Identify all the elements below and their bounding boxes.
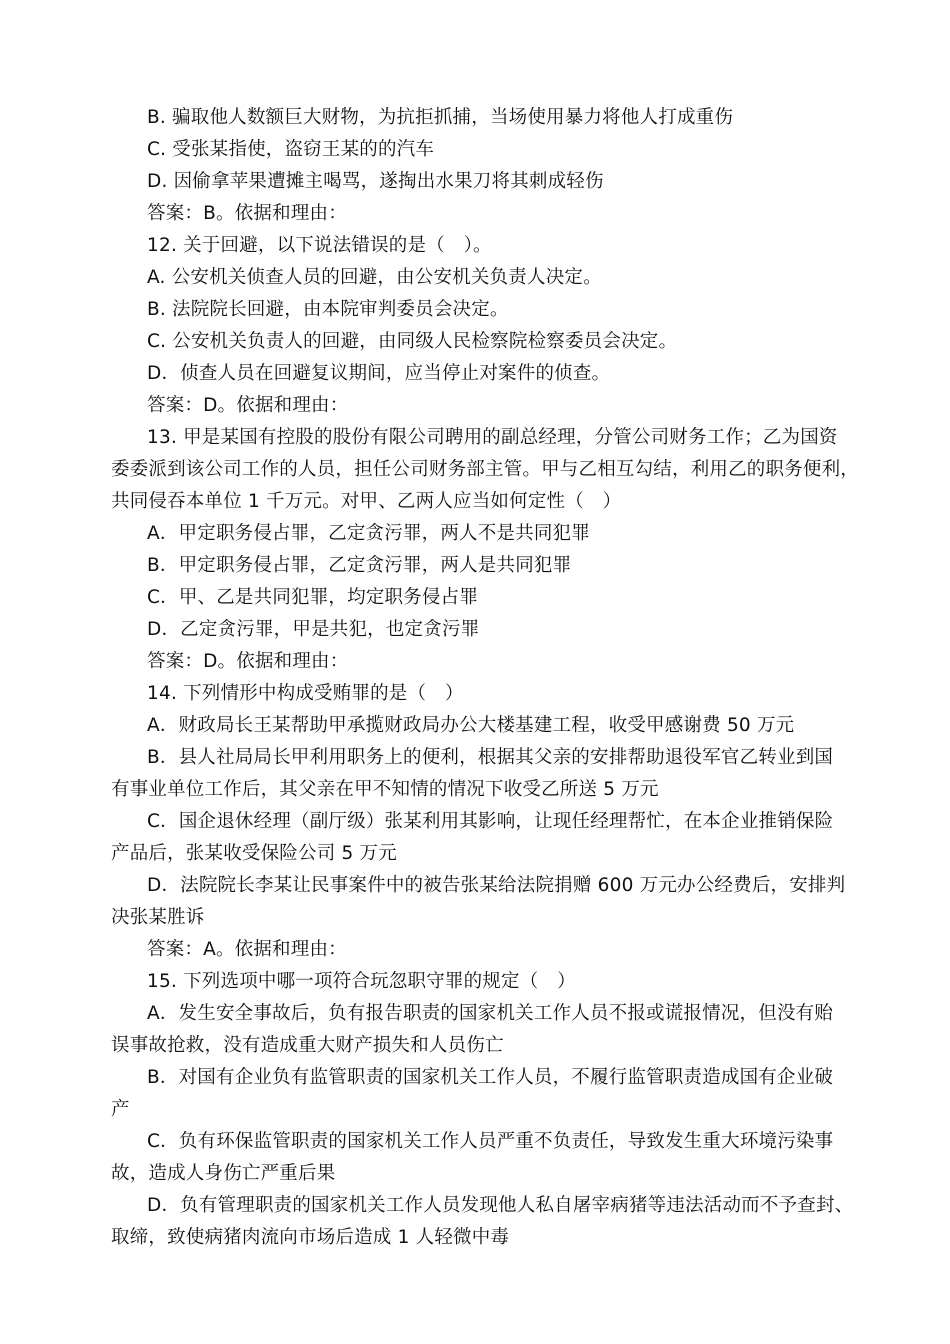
option-d-cont: 取缔，致使病猪肉流向市场后造成 1 人轻微中毒 — [111, 1227, 510, 1248]
option-c-line: C．国企退休经理（副厅级）张某利用其影响，让现任经理帮忙，在本企业推销保险 — [147, 811, 834, 832]
question-15: 15. 下列选项中哪一项符合玩忽职守罪的规定（ ） — [147, 971, 576, 992]
option-d-line: D. 因偷拿苹果遭摊主喝骂，遂掏出水果刀将其刺成轻伤 — [147, 171, 604, 192]
option-b-cont: 产 — [111, 1099, 130, 1120]
option-d-line: D．法院院长李某让民事案件中的被告张某给法院捐赠 600 万元办公经费后，安排判 — [147, 875, 846, 896]
question-14: 14. 下列情形中构成受贿罪的是（ ） — [147, 683, 464, 704]
option-d-line: D．乙定贪污罪，甲是共犯，也定贪污罪 — [147, 619, 480, 640]
option-d-cont: 决张某胜诉 — [111, 907, 205, 928]
option-c-cont: 产品后，张某收受保险公司 5 万元 — [111, 843, 397, 864]
option-c-line: C. 公安机关负责人的回避，由同级人民检察院检察委员会决定。 — [147, 331, 678, 352]
option-a-line: A．发生安全事故后，负有报告职责的国家机关工作人员不报或谎报情况，但没有贻 — [147, 1003, 834, 1024]
option-a-line: A．财政局长王某帮助甲承揽财政局办公大楼基建工程，收受甲感谢费 50 万元 — [147, 715, 795, 736]
option-c-line: C．负有环保监管职责的国家机关工作人员严重不负责任，导致发生重大环境污染事 — [147, 1131, 834, 1152]
question-12: 12. 关于回避，以下说法错误的是（ ）。 — [147, 235, 492, 256]
option-c-cont: 故，造成人身伤亡严重后果 — [111, 1163, 336, 1184]
option-d-line: D．侦查人员在回避复议期间，应当停止对案件的侦查。 — [147, 363, 611, 384]
question-13: 13. 甲是某国有控股的股份有限公司聘用的副总经理，分管公司财务工作；乙为国资 — [147, 427, 838, 448]
option-c-line: C．甲、乙是共同犯罪，均定职务侵占罪 — [147, 587, 479, 608]
option-b-line: B．县人社局局长甲利用职务上的便利，根据其父亲的安排帮助退役军官乙转业到国 — [147, 747, 834, 768]
option-a-line: A. 公安机关侦查人员的回避，由公安机关负责人决定。 — [147, 267, 602, 288]
answer-line: 答案：B。依据和理由： — [147, 203, 347, 224]
question-13-cont: 共同侵吞本单位 1 千万元。对甲、乙两人应当如何定性（ ） — [111, 491, 622, 512]
option-c-line: C. 受张某指使，盗窃王某的的汽车 — [147, 139, 435, 160]
option-d-line: D．负有管理职责的国家机关工作人员发现他人私自屠宰病猪等违法活动而不予查封、 — [147, 1195, 854, 1216]
question-13-cont: 委委派到该公司工作的人员，担任公司财务部主管。甲与乙相互勾结，利用乙的职务便利， — [111, 459, 860, 480]
option-a-cont: 误事故抢救，没有造成重大财产损失和人员伤亡 — [111, 1035, 504, 1056]
option-b-line: B．对国有企业负有监管职责的国家机关工作人员，不履行监管职责造成国有企业破 — [147, 1067, 834, 1088]
option-b-cont: 有事业单位工作后，其父亲在甲不知情的情况下收受乙所送 5 万元 — [111, 779, 659, 800]
option-b-line: B. 法院院长回避，由本院审判委员会决定。 — [147, 299, 509, 320]
answer-line: 答案：D。依据和理由： — [147, 395, 349, 416]
option-a-line: A．甲定职务侵占罪，乙定贪污罪，两人不是共同犯罪 — [147, 523, 590, 544]
option-b-line: B．甲定职务侵占罪，乙定贪污罪，两人是共同犯罪 — [147, 555, 572, 576]
answer-line: 答案：D。依据和理由： — [147, 651, 349, 672]
option-b-line: B. 骗取他人数额巨大财物，为抗拒抓捕，当场使用暴力将他人打成重伤 — [147, 107, 734, 128]
answer-line: 答案：A。依据和理由： — [147, 939, 347, 960]
